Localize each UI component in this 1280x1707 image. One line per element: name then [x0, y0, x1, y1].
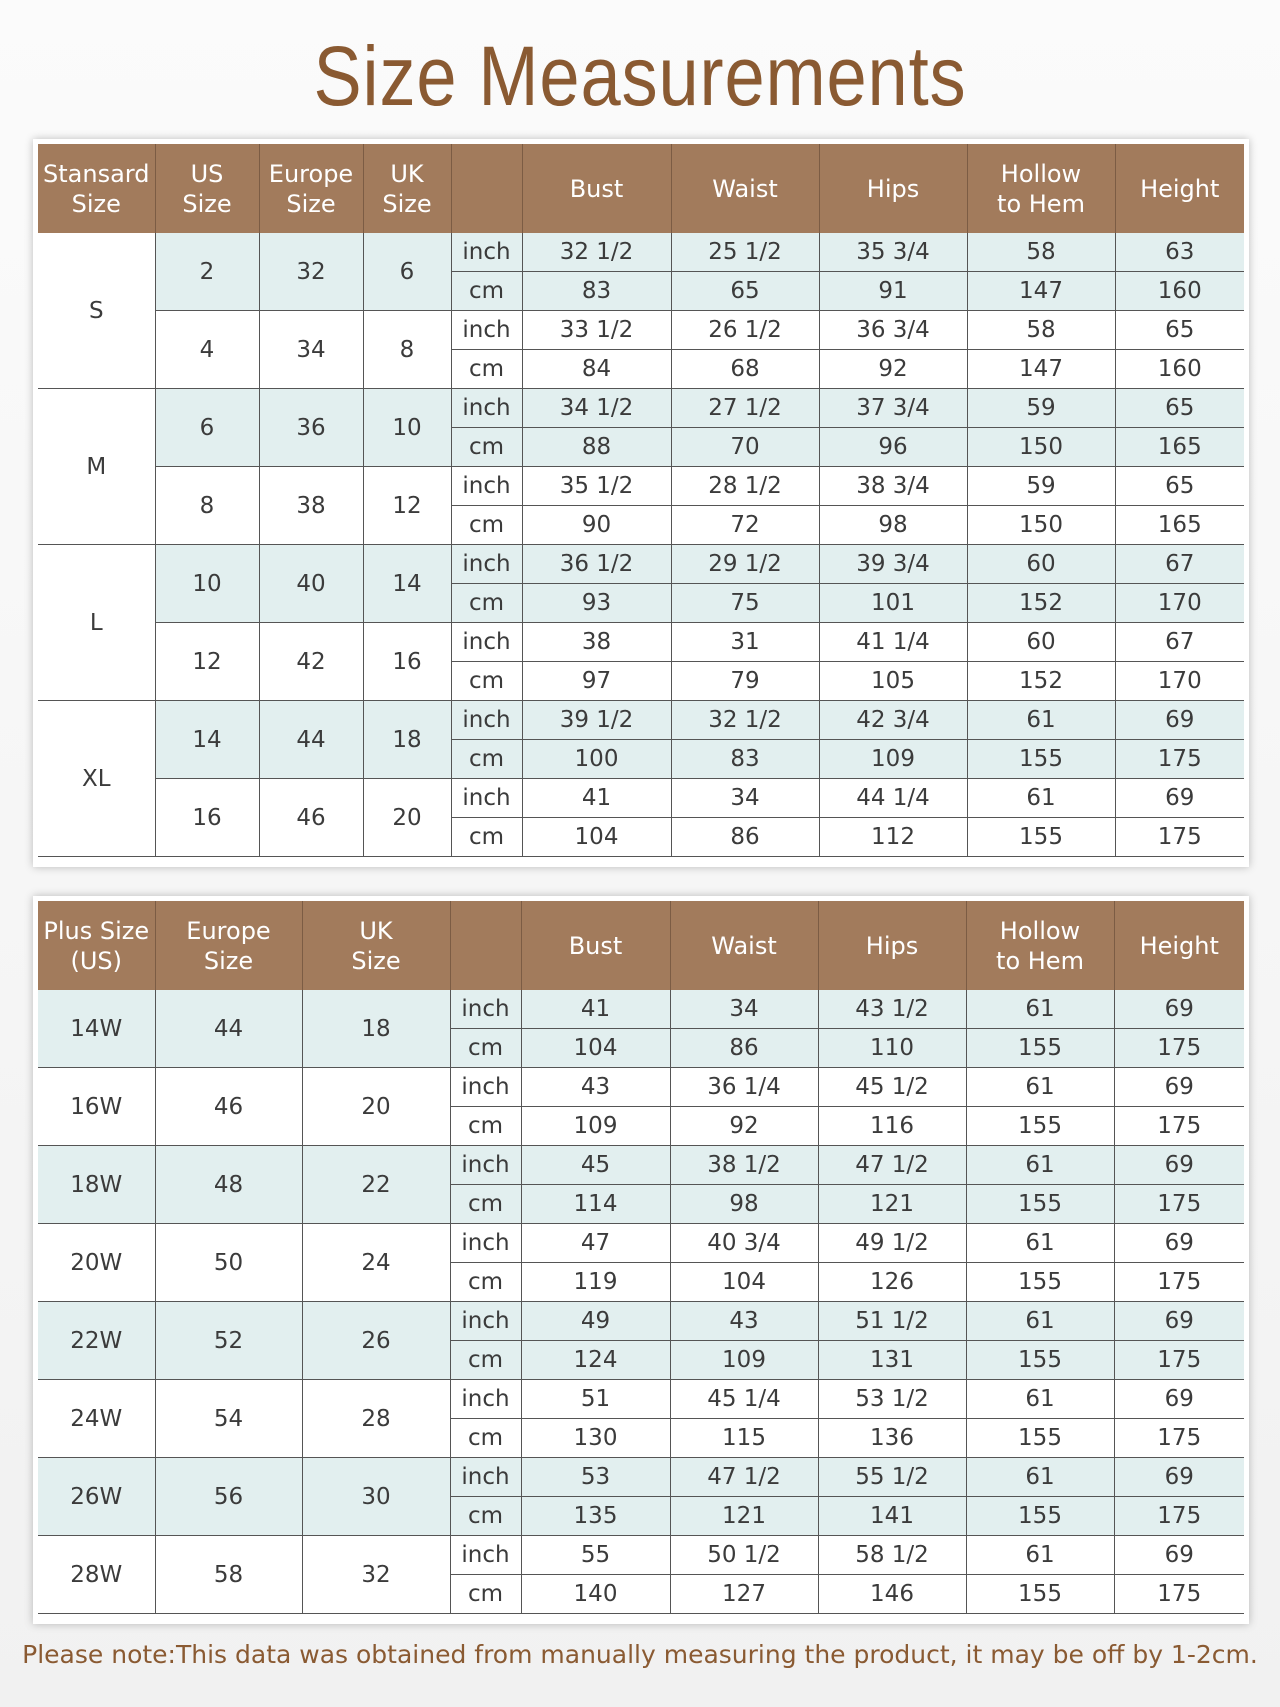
unit-cell: cm	[451, 428, 522, 467]
table-row	[38, 779, 1244, 818]
hips-cell: 110	[818, 1029, 966, 1068]
bust-cell: 55	[521, 1536, 670, 1575]
header-hips: Hips	[818, 901, 966, 990]
hips-cell: 39 3/4	[819, 545, 967, 584]
bust-cell: 97	[522, 662, 671, 701]
us-size-cell: 10	[155, 545, 259, 623]
plus-size-table	[38, 901, 1244, 1614]
header-stansard-size: Stansard Size	[38, 144, 155, 233]
header-uk-size: UK Size	[302, 901, 450, 990]
plus-size-cell: 26W	[38, 1458, 155, 1536]
height-cell: 175	[1114, 1263, 1244, 1302]
uk-size-cell: 30	[302, 1458, 450, 1536]
hollow-to-hem-cell: 155	[967, 818, 1115, 857]
height-cell: 65	[1115, 311, 1244, 350]
table-row	[38, 467, 1244, 506]
standard-size-cell: XL	[38, 701, 155, 857]
us-size-cell: 2	[155, 233, 259, 311]
waist-cell: 27 1/2	[671, 389, 819, 428]
europe-size-cell: 54	[155, 1380, 302, 1458]
bust-cell: 45	[521, 1146, 670, 1185]
europe-size-cell: 44	[155, 990, 302, 1068]
hollow-to-hem-cell: 155	[966, 1497, 1114, 1536]
hollow-to-hem-cell: 61	[967, 779, 1115, 818]
header-waist: Waist	[670, 901, 818, 990]
plus-size-cell: 28W	[38, 1536, 155, 1614]
standard-size-chart	[33, 139, 1249, 867]
bust-cell: 39 1/2	[522, 701, 671, 740]
hollow-to-hem-cell: 147	[967, 272, 1115, 311]
table-row	[38, 545, 1244, 584]
hollow-to-hem-cell: 150	[967, 506, 1115, 545]
header-height: Height	[1115, 144, 1244, 233]
uk-size-cell: 12	[363, 467, 451, 545]
unit-cell: inch	[450, 1536, 521, 1575]
unit-cell: inch	[450, 1146, 521, 1185]
table-row	[38, 1302, 1244, 1341]
hollow-to-hem-cell: 61	[966, 990, 1114, 1029]
height-cell: 65	[1115, 389, 1244, 428]
bust-cell: 36 1/2	[522, 545, 671, 584]
bust-cell: 41	[521, 990, 670, 1029]
bust-cell: 130	[521, 1419, 670, 1458]
uk-size-cell: 28	[302, 1380, 450, 1458]
bust-cell: 88	[522, 428, 671, 467]
height-cell: 63	[1115, 233, 1244, 272]
plus-size-cell: 16W	[38, 1068, 155, 1146]
height-cell: 175	[1114, 1419, 1244, 1458]
plus-size-cell: 20W	[38, 1224, 155, 1302]
waist-cell: 36 1/4	[670, 1068, 818, 1107]
hips-cell: 55 1/2	[818, 1458, 966, 1497]
bust-cell: 83	[522, 272, 671, 311]
height-cell: 69	[1114, 1536, 1244, 1575]
hips-cell: 42 3/4	[819, 701, 967, 740]
uk-size-cell: 18	[363, 701, 451, 779]
table-row	[38, 311, 1244, 350]
unit-cell: inch	[451, 545, 522, 584]
bust-cell: 43	[521, 1068, 670, 1107]
unit-cell: cm	[451, 506, 522, 545]
height-cell: 69	[1114, 1380, 1244, 1419]
table-row	[38, 1146, 1244, 1185]
height-cell: 175	[1114, 1029, 1244, 1068]
unit-cell: cm	[451, 740, 522, 779]
hollow-to-hem-cell: 155	[966, 1107, 1114, 1146]
height-cell: 69	[1114, 1224, 1244, 1263]
bust-cell: 38	[522, 623, 671, 662]
europe-size-cell: 50	[155, 1224, 302, 1302]
unit-cell: inch	[450, 1380, 521, 1419]
hips-cell: 116	[818, 1107, 966, 1146]
unit-cell: cm	[450, 1029, 521, 1068]
uk-size-cell: 14	[363, 545, 451, 623]
height-cell: 69	[1114, 1146, 1244, 1185]
hips-cell: 121	[818, 1185, 966, 1224]
height-cell: 67	[1115, 545, 1244, 584]
waist-cell: 83	[671, 740, 819, 779]
standard-size-table	[38, 144, 1244, 857]
europe-size-cell: 32	[259, 233, 363, 311]
waist-cell: 34	[671, 779, 819, 818]
bust-cell: 140	[521, 1575, 670, 1614]
waist-cell: 28 1/2	[671, 467, 819, 506]
header-plus-size-us: Plus Size (US)	[38, 901, 155, 990]
waist-cell: 70	[671, 428, 819, 467]
plus-size-chart	[33, 896, 1249, 1624]
hips-cell: 35 3/4	[819, 233, 967, 272]
header-europe-size: Europe Size	[259, 144, 363, 233]
bust-cell: 33 1/2	[522, 311, 671, 350]
hips-cell: 38 3/4	[819, 467, 967, 506]
hips-cell: 53 1/2	[818, 1380, 966, 1419]
hollow-to-hem-cell: 61	[967, 701, 1115, 740]
unit-cell: cm	[451, 272, 522, 311]
uk-size-cell: 22	[302, 1146, 450, 1224]
height-cell: 175	[1115, 740, 1244, 779]
height-cell: 67	[1115, 623, 1244, 662]
unit-cell: cm	[451, 350, 522, 389]
bust-cell: 53	[521, 1458, 670, 1497]
hollow-to-hem-cell: 152	[967, 662, 1115, 701]
plus-header-row	[38, 901, 1244, 990]
hollow-to-hem-cell: 155	[966, 1419, 1114, 1458]
waist-cell: 38 1/2	[670, 1146, 818, 1185]
unit-cell: cm	[451, 818, 522, 857]
height-cell: 175	[1114, 1107, 1244, 1146]
header-unit	[450, 901, 521, 990]
table-row	[38, 1380, 1244, 1419]
waist-cell: 65	[671, 272, 819, 311]
waist-cell: 68	[671, 350, 819, 389]
waist-cell: 50 1/2	[670, 1536, 818, 1575]
unit-cell: inch	[451, 779, 522, 818]
hips-cell: 105	[819, 662, 967, 701]
plus-size-cell: 22W	[38, 1302, 155, 1380]
hips-cell: 91	[819, 272, 967, 311]
height-cell: 175	[1114, 1497, 1244, 1536]
height-cell: 69	[1115, 779, 1244, 818]
header-unit	[451, 144, 522, 233]
table-row	[38, 389, 1244, 428]
unit-cell: inch	[450, 1224, 521, 1263]
unit-cell: inch	[451, 623, 522, 662]
europe-size-cell: 46	[155, 1068, 302, 1146]
header-hollow-to-hem: Hollow to Hem	[966, 901, 1114, 990]
waist-cell: 43	[670, 1302, 818, 1341]
height-cell: 165	[1115, 428, 1244, 467]
europe-size-cell: 58	[155, 1536, 302, 1614]
waist-cell: 29 1/2	[671, 545, 819, 584]
us-size-cell: 12	[155, 623, 259, 701]
europe-size-cell: 36	[259, 389, 363, 467]
plus-size-cell: 24W	[38, 1380, 155, 1458]
height-cell: 175	[1115, 818, 1244, 857]
hollow-to-hem-cell: 155	[966, 1263, 1114, 1302]
plus-size-cell: 14W	[38, 990, 155, 1068]
hips-cell: 41 1/4	[819, 623, 967, 662]
waist-cell: 79	[671, 662, 819, 701]
bust-cell: 109	[521, 1107, 670, 1146]
uk-size-cell: 20	[302, 1068, 450, 1146]
header-hips: Hips	[819, 144, 967, 233]
table-row	[38, 990, 1244, 1029]
hips-cell: 43 1/2	[818, 990, 966, 1029]
hips-cell: 141	[818, 1497, 966, 1536]
unit-cell: inch	[450, 1068, 521, 1107]
hollow-to-hem-cell: 155	[966, 1185, 1114, 1224]
europe-size-cell: 34	[259, 311, 363, 389]
hollow-to-hem-cell: 155	[967, 740, 1115, 779]
us-size-cell: 6	[155, 389, 259, 467]
hollow-to-hem-cell: 61	[966, 1068, 1114, 1107]
bust-cell: 124	[521, 1341, 670, 1380]
header-bust: Bust	[521, 901, 670, 990]
unit-cell: inch	[451, 467, 522, 506]
hollow-to-hem-cell: 59	[967, 389, 1115, 428]
unit-cell: inch	[451, 233, 522, 272]
hollow-to-hem-cell: 147	[967, 350, 1115, 389]
hollow-to-hem-cell: 150	[967, 428, 1115, 467]
europe-size-cell: 52	[155, 1302, 302, 1380]
table-row	[38, 233, 1244, 272]
hollow-to-hem-cell: 59	[967, 467, 1115, 506]
table-row	[38, 1224, 1244, 1263]
waist-cell: 25 1/2	[671, 233, 819, 272]
waist-cell: 45 1/4	[670, 1380, 818, 1419]
unit-cell: cm	[450, 1419, 521, 1458]
europe-size-cell: 48	[155, 1146, 302, 1224]
height-cell: 160	[1115, 272, 1244, 311]
waist-cell: 31	[671, 623, 819, 662]
waist-cell: 121	[670, 1497, 818, 1536]
hollow-to-hem-cell: 155	[966, 1341, 1114, 1380]
height-cell: 69	[1114, 1458, 1244, 1497]
hollow-to-hem-cell: 155	[966, 1575, 1114, 1614]
table-row	[38, 1458, 1244, 1497]
height-cell: 65	[1115, 467, 1244, 506]
page-title: Size Measurements	[313, 29, 967, 123]
height-cell: 170	[1115, 584, 1244, 623]
measurement-note: Please note:This data was obtained from manually measuring the product, it may be off by 1-2cm.	[22, 1640, 1258, 1669]
hips-cell: 98	[819, 506, 967, 545]
bust-cell: 41	[522, 779, 671, 818]
height-cell: 69	[1114, 990, 1244, 1029]
hips-cell: 136	[818, 1419, 966, 1458]
hips-cell: 49 1/2	[818, 1224, 966, 1263]
hollow-to-hem-cell: 61	[966, 1458, 1114, 1497]
waist-cell: 127	[670, 1575, 818, 1614]
height-cell: 175	[1114, 1185, 1244, 1224]
table-row	[38, 623, 1244, 662]
europe-size-cell: 38	[259, 467, 363, 545]
europe-size-cell: 40	[259, 545, 363, 623]
hollow-to-hem-cell: 152	[967, 584, 1115, 623]
waist-cell: 115	[670, 1419, 818, 1458]
hollow-to-hem-cell: 61	[966, 1302, 1114, 1341]
table-row	[38, 1068, 1244, 1107]
standard-size-cell: S	[38, 233, 155, 389]
waist-cell: 98	[670, 1185, 818, 1224]
header-bust: Bust	[522, 144, 671, 233]
hips-cell: 101	[819, 584, 967, 623]
unit-cell: cm	[450, 1575, 521, 1614]
bust-cell: 90	[522, 506, 671, 545]
height-cell: 170	[1115, 662, 1244, 701]
unit-cell: inch	[450, 1302, 521, 1341]
hips-cell: 112	[819, 818, 967, 857]
bust-cell: 114	[521, 1185, 670, 1224]
waist-cell: 72	[671, 506, 819, 545]
height-cell: 165	[1115, 506, 1244, 545]
bust-cell: 93	[522, 584, 671, 623]
height-cell: 175	[1114, 1575, 1244, 1614]
uk-size-cell: 26	[302, 1302, 450, 1380]
standard-size-cell: L	[38, 545, 155, 701]
standard-size-cell: M	[38, 389, 155, 545]
unit-cell: inch	[451, 311, 522, 350]
bust-cell: 34 1/2	[522, 389, 671, 428]
waist-cell: 86	[671, 818, 819, 857]
hips-cell: 96	[819, 428, 967, 467]
header-height: Height	[1114, 901, 1244, 990]
europe-size-cell: 42	[259, 623, 363, 701]
hollow-to-hem-cell: 61	[966, 1536, 1114, 1575]
uk-size-cell: 18	[302, 990, 450, 1068]
bust-cell: 51	[521, 1380, 670, 1419]
unit-cell: inch	[451, 701, 522, 740]
bust-cell: 32 1/2	[522, 233, 671, 272]
unit-cell: cm	[450, 1185, 521, 1224]
unit-cell: cm	[450, 1263, 521, 1302]
europe-size-cell: 44	[259, 701, 363, 779]
hips-cell: 58 1/2	[818, 1536, 966, 1575]
waist-cell: 26 1/2	[671, 311, 819, 350]
bust-cell: 35 1/2	[522, 467, 671, 506]
height-cell: 160	[1115, 350, 1244, 389]
hips-cell: 37 3/4	[819, 389, 967, 428]
hips-cell: 47 1/2	[818, 1146, 966, 1185]
height-cell: 175	[1114, 1341, 1244, 1380]
us-size-cell: 8	[155, 467, 259, 545]
us-size-cell: 14	[155, 701, 259, 779]
uk-size-cell: 20	[363, 779, 451, 857]
hollow-to-hem-cell: 58	[967, 233, 1115, 272]
height-cell: 69	[1115, 701, 1244, 740]
header-uk-size: UK Size	[363, 144, 451, 233]
bust-cell: 104	[521, 1029, 670, 1068]
header-europe-size: Europe Size	[155, 901, 302, 990]
hips-cell: 146	[818, 1575, 966, 1614]
hips-cell: 51 1/2	[818, 1302, 966, 1341]
us-size-cell: 16	[155, 779, 259, 857]
unit-cell: cm	[450, 1341, 521, 1380]
hollow-to-hem-cell: 60	[967, 623, 1115, 662]
europe-size-cell: 56	[155, 1458, 302, 1536]
unit-cell: cm	[451, 662, 522, 701]
waist-cell: 34	[670, 990, 818, 1029]
waist-cell: 32 1/2	[671, 701, 819, 740]
uk-size-cell: 16	[363, 623, 451, 701]
waist-cell: 40 3/4	[670, 1224, 818, 1263]
hips-cell: 131	[818, 1341, 966, 1380]
hips-cell: 36 3/4	[819, 311, 967, 350]
unit-cell: cm	[451, 584, 522, 623]
bust-cell: 49	[521, 1302, 670, 1341]
hollow-to-hem-cell: 61	[966, 1224, 1114, 1263]
unit-cell: inch	[450, 990, 521, 1029]
unit-cell: cm	[450, 1107, 521, 1146]
uk-size-cell: 8	[363, 311, 451, 389]
waist-cell: 47 1/2	[670, 1458, 818, 1497]
uk-size-cell: 10	[363, 389, 451, 467]
waist-cell: 92	[670, 1107, 818, 1146]
height-cell: 69	[1114, 1068, 1244, 1107]
unit-cell: inch	[451, 389, 522, 428]
standard-header-row	[38, 144, 1244, 233]
bust-cell: 104	[522, 818, 671, 857]
waist-cell: 75	[671, 584, 819, 623]
unit-cell: inch	[450, 1458, 521, 1497]
header-us-size: US Size	[155, 144, 259, 233]
hips-cell: 126	[818, 1263, 966, 1302]
hollow-to-hem-cell: 60	[967, 545, 1115, 584]
hips-cell: 92	[819, 350, 967, 389]
bust-cell: 47	[521, 1224, 670, 1263]
hollow-to-hem-cell: 58	[967, 311, 1115, 350]
hips-cell: 45 1/2	[818, 1068, 966, 1107]
waist-cell: 104	[670, 1263, 818, 1302]
waist-cell: 109	[670, 1341, 818, 1380]
bust-cell: 135	[521, 1497, 670, 1536]
plus-size-cell: 18W	[38, 1146, 155, 1224]
height-cell: 69	[1114, 1302, 1244, 1341]
unit-cell: cm	[450, 1497, 521, 1536]
hips-cell: 44 1/4	[819, 779, 967, 818]
hollow-to-hem-cell: 155	[966, 1029, 1114, 1068]
bust-cell: 119	[521, 1263, 670, 1302]
uk-size-cell: 6	[363, 233, 451, 311]
table-row	[38, 701, 1244, 740]
bust-cell: 84	[522, 350, 671, 389]
uk-size-cell: 24	[302, 1224, 450, 1302]
us-size-cell: 4	[155, 311, 259, 389]
header-waist: Waist	[671, 144, 819, 233]
hollow-to-hem-cell: 61	[966, 1146, 1114, 1185]
table-row	[38, 1536, 1244, 1575]
europe-size-cell: 46	[259, 779, 363, 857]
uk-size-cell: 32	[302, 1536, 450, 1614]
hollow-to-hem-cell: 61	[966, 1380, 1114, 1419]
hips-cell: 109	[819, 740, 967, 779]
waist-cell: 86	[670, 1029, 818, 1068]
bust-cell: 100	[522, 740, 671, 779]
header-hollow-to-hem: Hollow to Hem	[967, 144, 1115, 233]
